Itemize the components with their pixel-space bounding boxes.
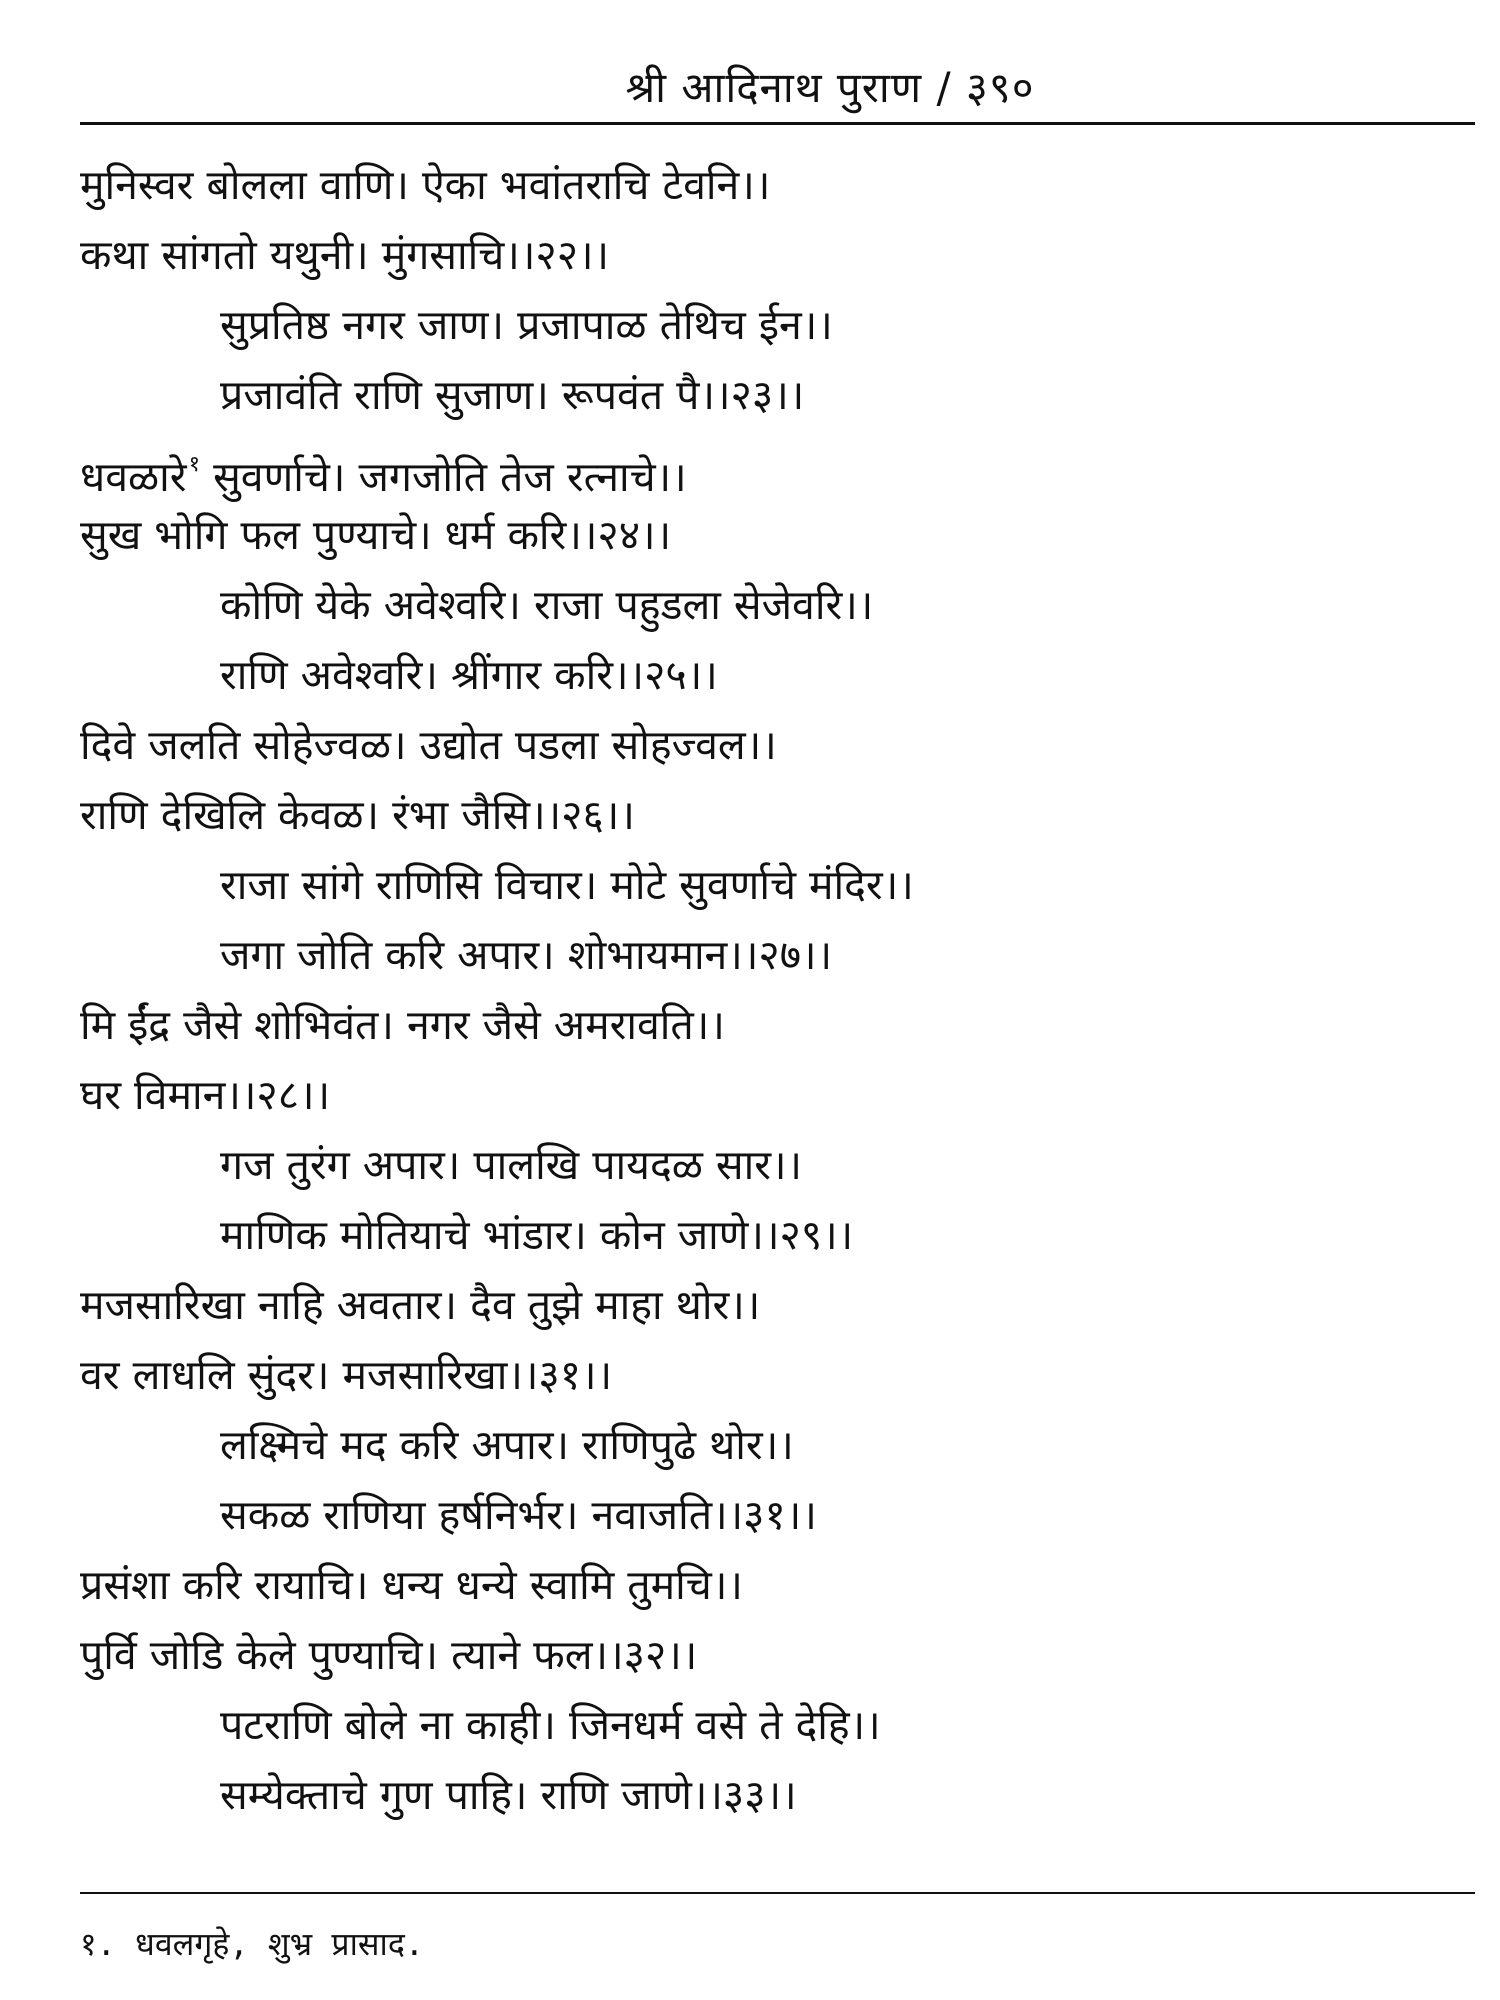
verse-line xyxy=(80,850,1460,920)
verse-text: कथा सांगतो यथुनी। मुंगसाचि।।२२।। xyxy=(80,231,610,279)
verse-line xyxy=(80,1130,1460,1200)
verse-line xyxy=(80,430,1460,500)
verse-line xyxy=(80,500,1460,570)
page-header xyxy=(0,60,1500,116)
verse-line xyxy=(80,150,1460,220)
verse-line xyxy=(80,1480,1460,1550)
verse-line xyxy=(80,640,1460,710)
verse-text: राजा सांगे राणिसि विचार। मोटे सुवर्णाचे मंदिर।। xyxy=(220,861,914,909)
verse-text: माणिक मोतियाचे भांडार। कोन जाणे।।२९।। xyxy=(220,1211,854,1259)
verse-line xyxy=(80,1200,1460,1270)
verse-line xyxy=(80,990,1460,1060)
verse-line xyxy=(80,780,1460,850)
verse-line xyxy=(80,710,1460,780)
verse-line xyxy=(80,1060,1460,1130)
verse-text: दिवे जलति सोहेज्वळ। उद्योत पडला सोहज्वल।। xyxy=(80,721,777,769)
footnote-marker: १ xyxy=(188,452,201,477)
verse-line xyxy=(80,1270,1460,1340)
verse-text: प्रसंशा करि रायाचि। धन्य धन्ये स्वामि तुमचि।। xyxy=(80,1561,743,1609)
footnote: १. धवलगृहे, शुभ्र प्रासाद. xyxy=(80,1925,425,1963)
verse-text: सुख भोगि फल पुण्याचे। धर्म करि।।२४।। xyxy=(80,511,672,559)
verse-text: वर लाधलि सुंदर। मजसारिखा।।३१।। xyxy=(80,1351,613,1399)
verse-line xyxy=(80,1550,1460,1620)
verse-text: पटराणि बोले ना काही। जिनधर्म वसे ते देहि।। xyxy=(220,1701,881,1749)
verse-text: मि ईंद्र जैसे शोभिवंत। नगर जैसे अमरावति।। xyxy=(80,1001,725,1049)
verse-text: पुर्वि जोडि केले पुण्याचि। त्याने फल।।३२।। xyxy=(80,1631,698,1679)
verse-text: राणि देखिलि केवळ। रंभा जैसि।।२६।। xyxy=(80,791,635,839)
running-header-title: श्री आदिनाथ पुराण / ३९० xyxy=(625,63,1035,112)
verse-text: लक्ष्मिचे मद करि अपार। राणिपुढे थोर।। xyxy=(220,1421,794,1469)
verse-line xyxy=(80,1760,1460,1830)
verse-text: जगा जोति करि अपार। शोभायमान।।२७।। xyxy=(220,931,833,979)
verse-line xyxy=(80,1690,1460,1760)
verse-line xyxy=(80,1620,1460,1690)
verse-text: घर विमान।।२८।। xyxy=(80,1071,331,1119)
verse-text: प्रजावंति राणि सुजाण। रूपवंत पै।।२३।। xyxy=(220,371,805,419)
verse-text: सकळ राणिया हर्षनिर्भर। नवाजति।।३१।। xyxy=(220,1491,817,1539)
verse-text: राणि अवेश्वरि। श्रींगार करि।।२५।। xyxy=(220,651,718,699)
header-rule xyxy=(80,122,1475,125)
verse-line xyxy=(80,570,1460,640)
verse-line xyxy=(80,360,1460,430)
verse-line xyxy=(80,920,1460,990)
verse-text: कोणि येके अवेश्वरि। राजा पहुडला सेजेवरि।। xyxy=(220,581,874,629)
verse-text: मजसारिखा नाहि अवतार। दैव तुझे माहा थोर।। xyxy=(80,1281,761,1329)
footnote-rule xyxy=(80,1892,1475,1894)
verse-text: सम्येक्ताचे गुण पाहि। राणि जाणे।।३३।। xyxy=(220,1771,797,1819)
verse-line xyxy=(80,1340,1460,1410)
verse-line xyxy=(80,220,1460,290)
verse-text: मुनिस्वर बोलला वाणि। ऐका भवांतराचि टेवनि।। xyxy=(80,161,771,209)
verse-block xyxy=(80,150,1460,1830)
verse-text: सुप्रतिष्ठ नगर जाण। प्रजापाळ तेथिच ईन।। xyxy=(220,301,833,349)
verse-line xyxy=(80,1410,1460,1480)
verse-text: गज तुरंग अपार। पालखि पायदळ सार।। xyxy=(220,1141,803,1189)
verse-text: सुवर्णाचे। जगजोति तेज रत्नाचे।। xyxy=(213,453,687,501)
verse-line xyxy=(80,290,1460,360)
verse-text-before-mark: धवळारे xyxy=(80,453,187,501)
